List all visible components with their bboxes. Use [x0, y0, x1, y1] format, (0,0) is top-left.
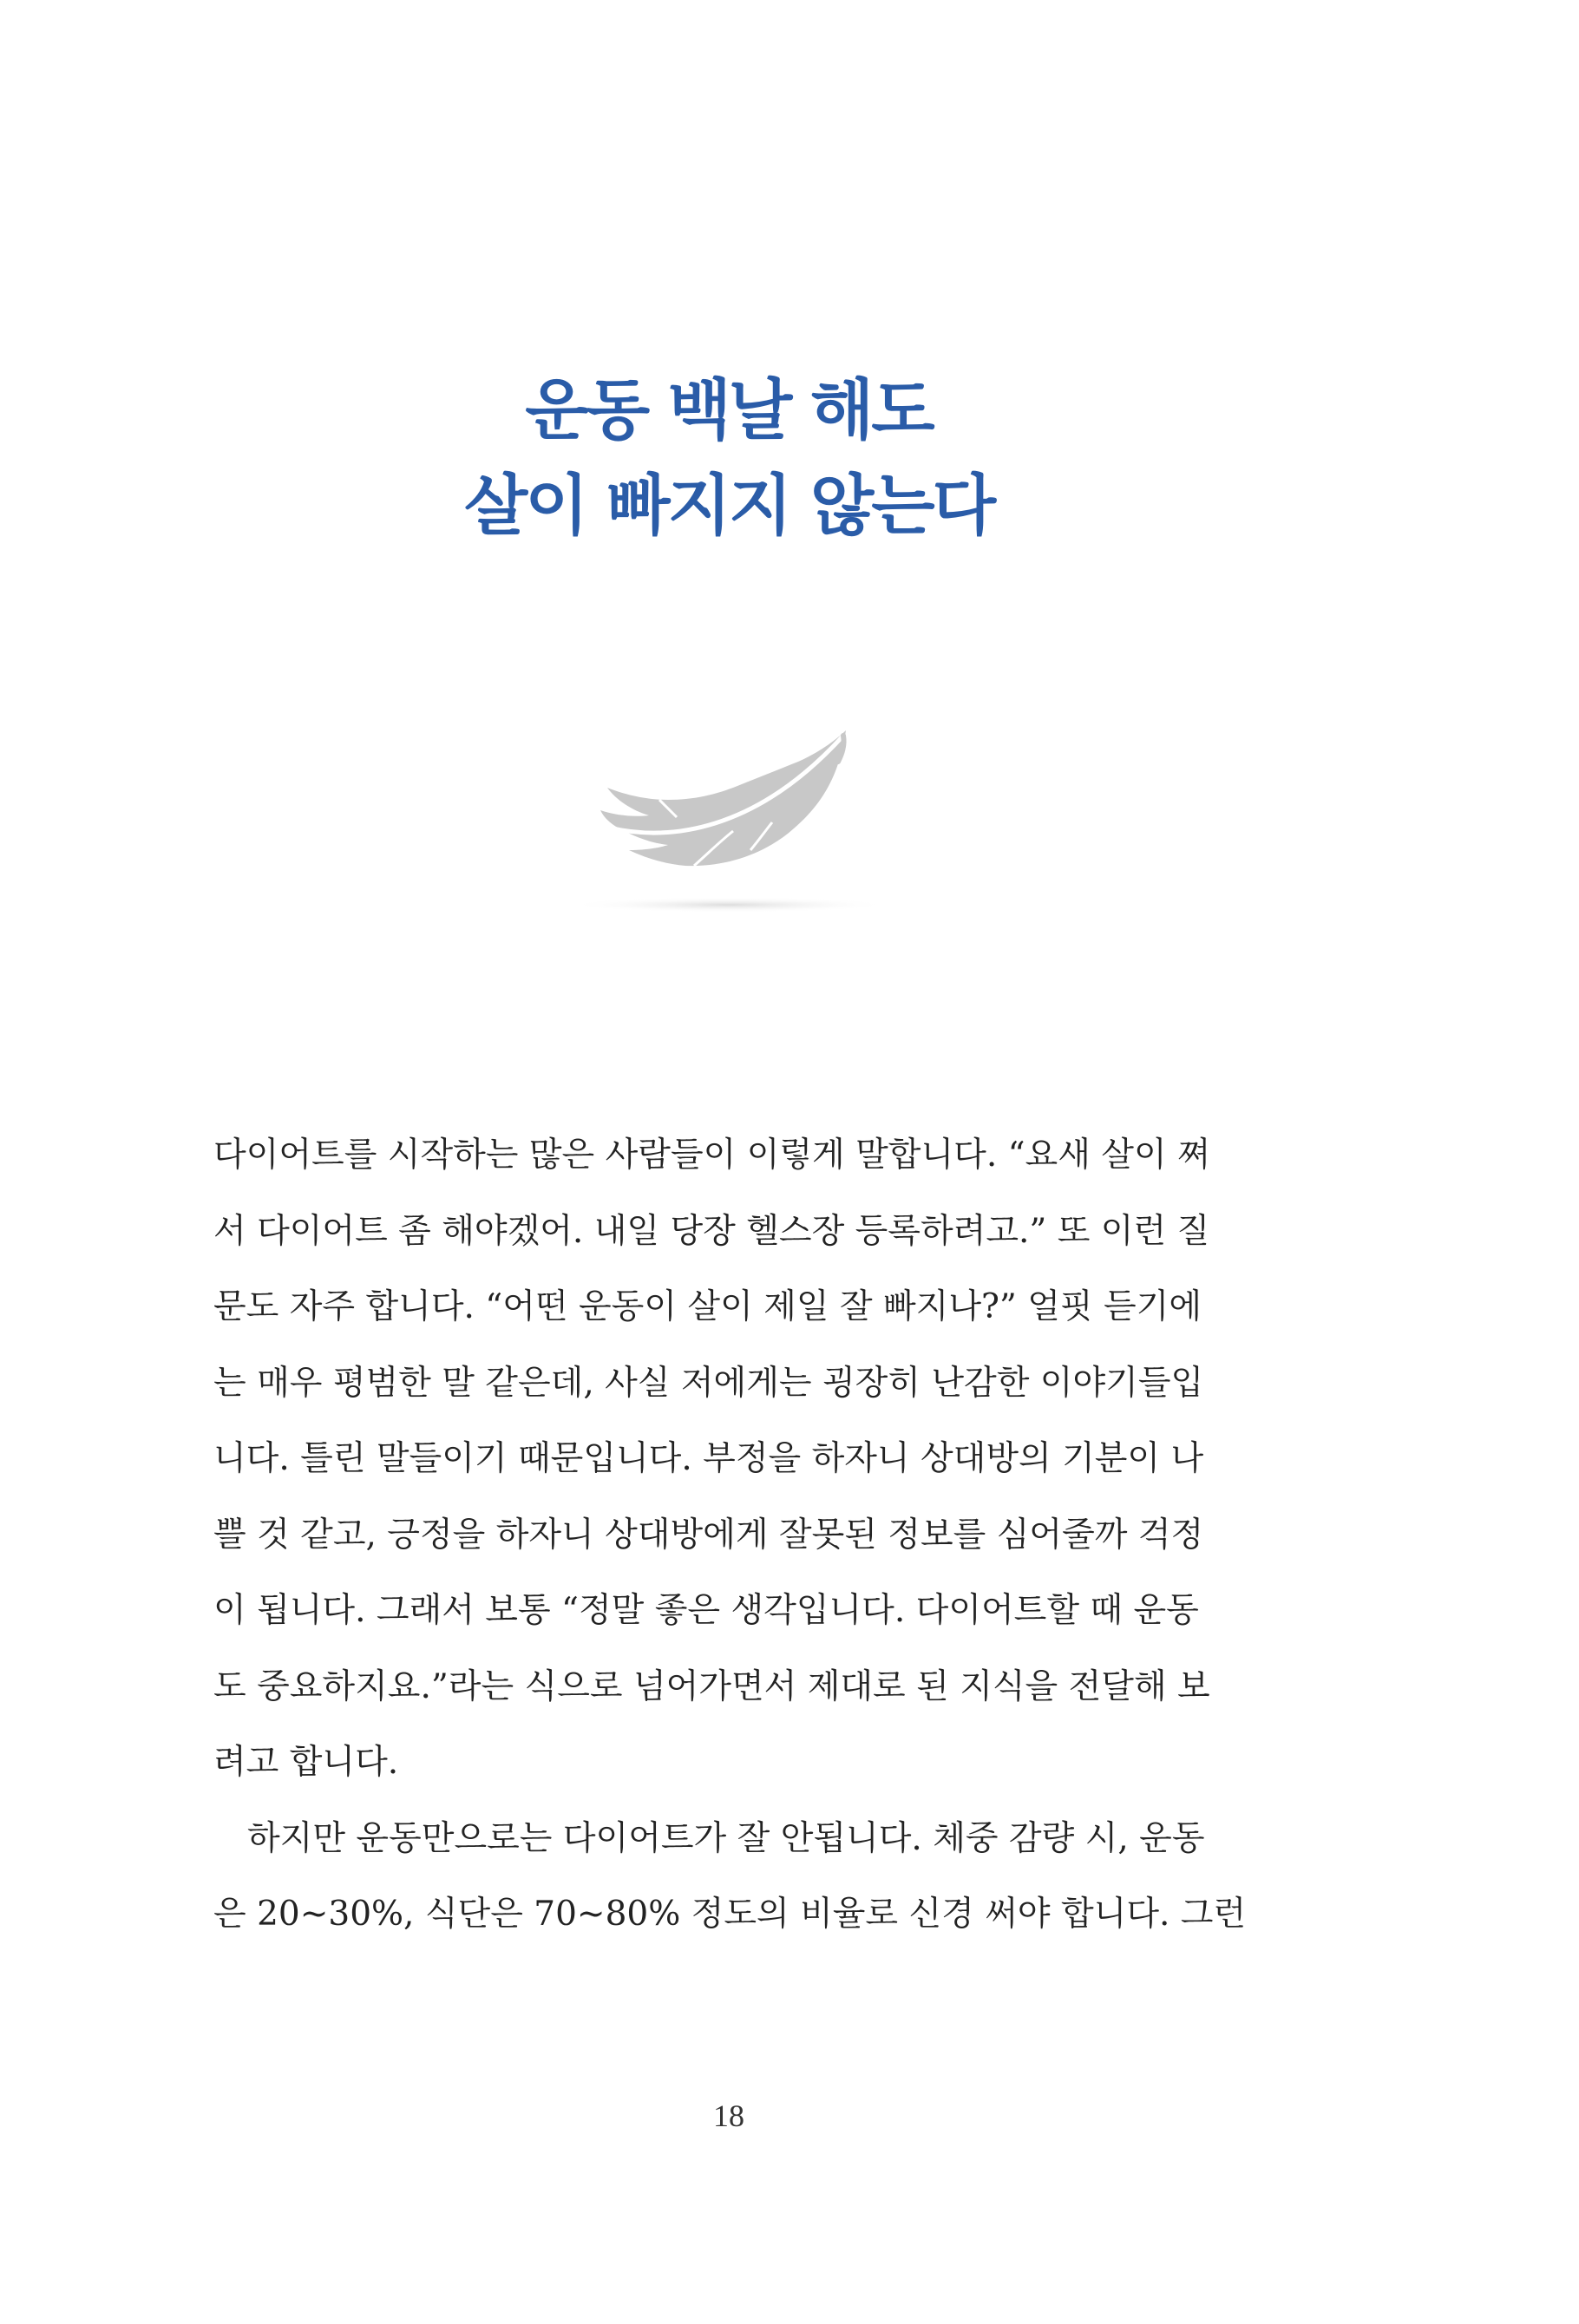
feather-icon — [564, 720, 894, 928]
body-line: 려고 합니다. — [213, 1743, 399, 1782]
body-line: 쁠 것 같고, 긍정을 하자니 상대방에게 잘못된 정보를 심어줄까 걱정 — [213, 1515, 1204, 1555]
body-line: 은 20~30%, 식단은 70~80% 정도의 비율로 신경 써야 합니다. 그런 — [213, 1895, 1247, 1934]
body-text — [213, 1117, 1255, 1953]
chapter-title-line-2: 살이 빠지지 않는다 — [463, 467, 994, 544]
chapter-title-line-1: 운동 백날 해도 — [525, 371, 933, 448]
body-line: 서 다이어트 좀 해야겠어. 내일 당장 헬스장 등록하려고.” 또 이런 질 — [213, 1211, 1210, 1251]
chapter-title — [0, 363, 1458, 553]
body-line: 니다. 틀린 말들이기 때문입니다. 부정을 하자니 상대방의 기분이 나 — [213, 1439, 1204, 1478]
body-line: 이 됩니다. 그래서 보통 “정말 좋은 생각입니다. 다이어트할 때 운동 — [213, 1591, 1199, 1630]
body-line: 문도 자주 합니다. “어떤 운동이 살이 제일 잘 빠지나?” 얼핏 듣기에 — [213, 1287, 1202, 1326]
body-line: 다이어트를 시작하는 많은 사람들이 이렇게 말합니다. “요새 살이 쪄 — [213, 1136, 1210, 1175]
body-line: 는 매우 평범한 말 같은데, 사실 저에게는 굉장히 난감한 이야기들입 — [213, 1363, 1204, 1403]
page-number: 18 — [713, 2098, 744, 2133]
body-line: 하지만 운동만으로는 다이어트가 잘 안됩니다. 체중 감량 시, 운동 — [213, 1818, 1205, 1858]
body-line: 도 중요하지요.”라는 식으로 넘어가면서 제대로 된 지식을 전달해 보 — [213, 1666, 1210, 1706]
